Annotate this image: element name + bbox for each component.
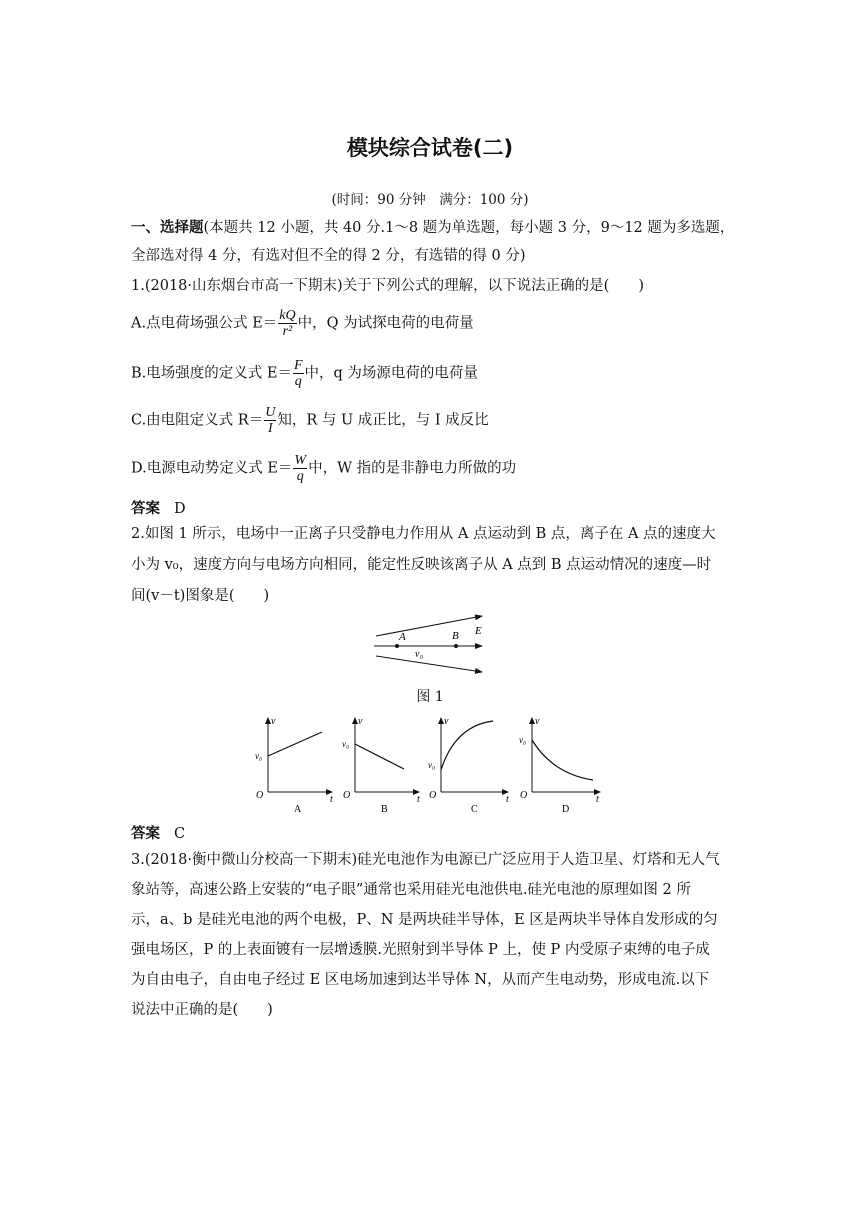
q3-line-3: 示，a、b 是硅光电池的两个电极，P、N 是两块硅半导体，E 区是两块半导体自发形成的匀 (131, 912, 718, 928)
svg-text:t: t (330, 794, 333, 805)
page-title: 模块综合试卷(二) (346, 136, 514, 160)
svg-text:O: O (256, 790, 264, 801)
svg-text:v: v (444, 716, 449, 727)
svg-text:O: O (520, 790, 528, 801)
label-e: E (475, 625, 482, 637)
graph-d (519, 716, 600, 815)
formula-fraction: $\frac{F}{q}$ (293, 358, 303, 389)
graph-c-curve (441, 721, 493, 770)
graph-a-curve (268, 732, 322, 756)
q2-line-3: 间(v－t)图象是( ) (131, 588, 270, 604)
graph-b (342, 716, 420, 815)
label-v0: v₀ (415, 649, 423, 660)
svg-text:v₀: v₀ (428, 760, 436, 770)
q1-option-a: A.点电荷场强公式 E＝ $\frac{kQ}{\text{r²}}$ 中，Q 为试探电荷的电荷量 (131, 308, 474, 339)
svg-text:v: v (271, 716, 276, 727)
svg-text:v: v (535, 716, 540, 727)
graph-d-curve (532, 740, 593, 780)
field-line-top (376, 616, 482, 636)
svg-text:v₀: v₀ (519, 735, 527, 745)
formula-fraction: $\frac{W}{q}$ (294, 453, 307, 484)
svg-text:t: t (596, 794, 599, 805)
graph-a (255, 716, 333, 815)
q1-stem: 1.(2018·山东烟台市高一下期末)关于下列公式的理解，以下说法正确的是( ) (131, 278, 644, 294)
svg-text:O: O (429, 790, 437, 801)
q3-line-5: 为自由电子，自由电子经过 E 区电场加速到达半导体 N，从而产生电动势，形成电流.以下 (131, 972, 710, 988)
label-a: A (399, 631, 406, 643)
section-intro (131, 218, 734, 238)
q2-line-2: 小为 v₀，速度方向与电场方向相同，能定性反映该离子从 A 点到 B 点运动情况的速度—时 (131, 557, 712, 573)
svg-text:D: D (562, 804, 570, 815)
point-b (454, 644, 458, 648)
q2-line-1: 2.如图 1 所示，电场中一正离子只受静电力作用从 A 点运动到 B 点，离子在 A 点的速度大 (131, 526, 716, 542)
svg-text:t: t (506, 794, 509, 805)
q3-line-4: 强电场区，P 的上表面镀有一层增透膜.光照射到半导体 P 上，使 P 内受原子束缚的电子成 (131, 942, 710, 958)
q3-line-1: 3.(2018·衡中微山分校高一下期末)硅光电池作为电源已广泛应用于人造卫星、灯塔和无人气 (131, 852, 720, 868)
svg-text:t: t (417, 794, 420, 805)
exam-info: (时间：90 分钟 满分：100 分) (331, 192, 529, 208)
q1-option-b: B.电场强度的定义式 E＝ $\frac{F}{q}$ 中，q 为场源电荷的电荷量 (131, 358, 478, 389)
formula-fraction: $\frac{kQ}{\text{r²}}$ (279, 308, 296, 339)
section-heading: 一、选择题 (131, 220, 204, 236)
svg-text:v₀: v₀ (255, 751, 263, 761)
svg-text:C: C (471, 804, 478, 815)
q1-option-d: D.电源电动势定义式 E＝ $\frac{W}{q}$ 中，W 指的是非静电力所做的功 (131, 453, 517, 484)
figure-1-field-diagram (370, 610, 490, 680)
point-a (395, 644, 399, 648)
vt-graphs (250, 712, 610, 816)
section-desc-2: 全部选对得 4 分，有选对但不全的得 2 分，有选错的得 0 分) (131, 248, 526, 264)
svg-text:A: A (294, 804, 302, 815)
label-b: B (452, 630, 459, 642)
q3-line-6: 说法中正确的是( ) (131, 1002, 273, 1018)
graph-c (428, 716, 509, 815)
q1-option-c: C.由电阻定义式 R＝ $\frac{U}{I}$ 知，R 与 U 成正比，与 I 成反比 (131, 405, 489, 436)
graph-b-curve (355, 744, 404, 769)
q3-line-2: 象站等，高速公路上安装的“电子眼”通常也采用硅光电池供电.硅光电池的原理如图 2 所 (131, 882, 691, 898)
formula-fraction: $\frac{U}{I}$ (265, 405, 276, 436)
section-desc-1: (本题共 12 小题，共 40 分.1～8 题为单选题，每小题 3 分，9～12 题为多选题， (203, 220, 735, 236)
svg-text:B: B (381, 804, 388, 815)
field-line-bottom (376, 656, 482, 672)
q1-answer: 答案 D (131, 501, 186, 517)
svg-text:v₀: v₀ (342, 739, 350, 749)
svg-text:O: O (343, 790, 351, 801)
figure-1-caption: 图 1 (416, 689, 444, 705)
q2-answer: 答案 C (131, 826, 186, 842)
svg-text:v: v (358, 716, 363, 727)
